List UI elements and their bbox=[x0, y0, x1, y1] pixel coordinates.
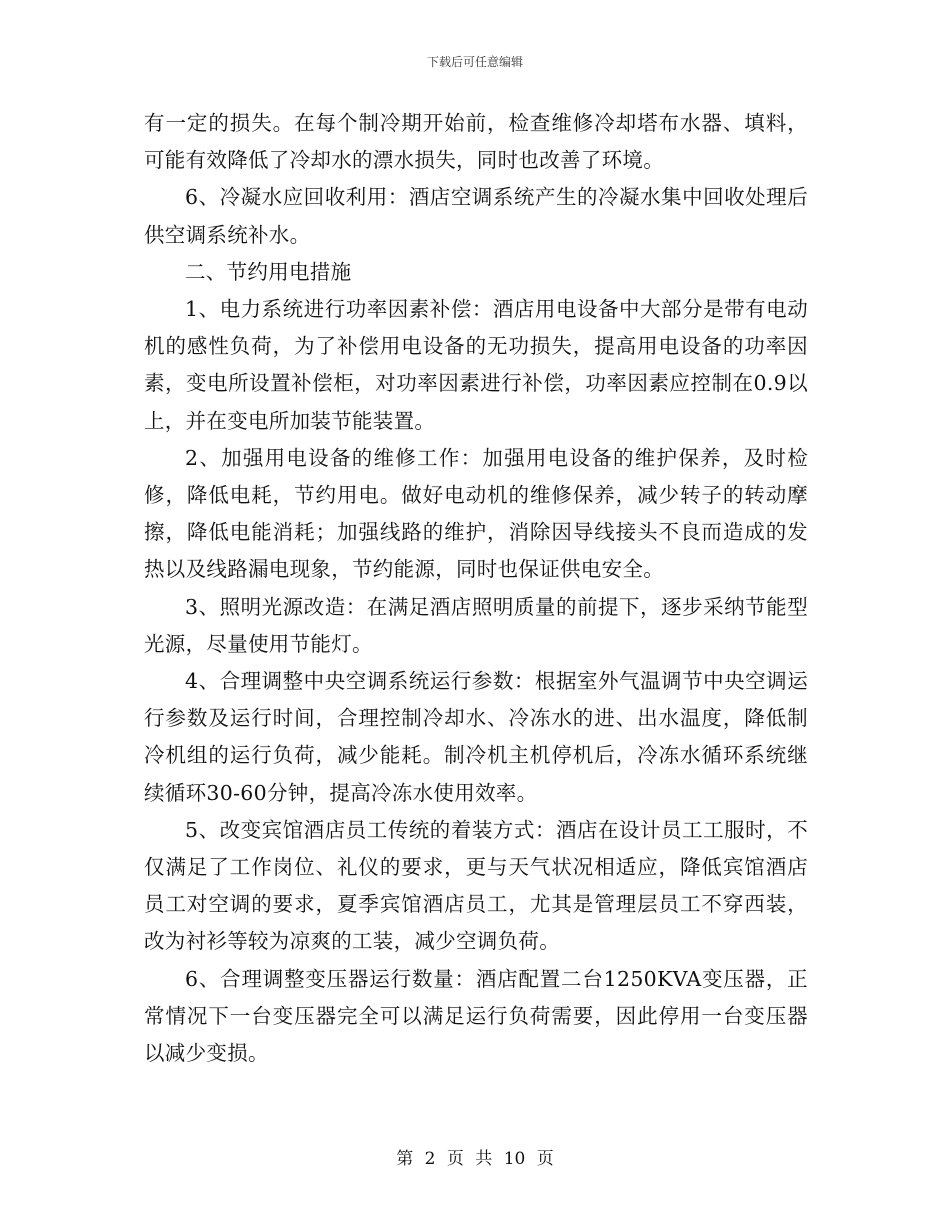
paragraph-staff-attire: 5、改变宾馆酒店员工传统的着装方式：酒店在设计员工工服时，不仅满足了工作岗位、礼仪的要求，更与天气状况相适应，降低宾馆酒店员工对空调的要求，夏季宾馆酒店员工，尤其是管理层员工不穿西装，改为衬衫等较为凉爽的工装，减少空调负荷。 bbox=[144, 817, 808, 954]
paragraph-lighting: 3、照明光源改造：在满足酒店照明质量的前提下，逐步采纳节能型光源，尽量使用节能灯。 bbox=[144, 594, 808, 656]
paragraph-condensate-recycling: 6、冷凝水应回收利用：酒店空调系统产生的冷凝水集中回收处理后供空调系统补水。 bbox=[144, 185, 808, 247]
paragraph-transformers: 6、合理调整变压器运行数量：酒店配置二台1250KVA变压器，正常情况下一台变压器完全可以满足运行负荷需要，因此停用一台变压器以减少变损。 bbox=[144, 966, 808, 1066]
page-number-footer: 第 2 页 共 10 页 bbox=[396, 1149, 554, 1169]
paragraph-continuation: 有一定的损失。在每个制冷期开始前，检查维修冷却塔布水器、填料，可能有效降低了冷却水的漂水损失，同时也改善了环境。 bbox=[144, 111, 808, 173]
paragraph-equipment-maintenance: 2、加强用电设备的维修工作：加强用电设备的维护保养，及时检修，降低电耗，节约用电。做好电动机的维修保养，减少转子的转动摩擦，降低电能消耗；加强线路的维护，消除因导线接头不良而造成的发热以及线路漏电现象，节约能源，同时也保证供电安全。 bbox=[144, 445, 808, 582]
page-header: 下载后可任意编辑 bbox=[426, 55, 523, 69]
section-heading-electricity-saving: 二、节约用电措施 bbox=[185, 259, 352, 284]
paragraph-power-factor: 1、电力系统进行功率因素补偿：酒店用电设备中大部分是带有电动机的感性负荷，为了补偿用电设备的无功损失，提高用电设备的功率因素，变电所设置补偿柜，对功率因素进行补偿，功率因素应控制在0.9以上，并在变电所加装节能装置。 bbox=[144, 297, 808, 433]
document-body bbox=[144, 105, 808, 1072]
paragraph-hvac-parameters: 4、合理调整中央空调系统运行参数：根据室外气温调节中央空调运行参数及运行时间，合理控制冷却水、冷冻水的进、出水温度，降低制冷机组的运行负荷，减少能耗。制冷机主机停机后，冷冻水循环系统继续循环30-60分钟，提高冷冻水使用效率。 bbox=[144, 669, 808, 805]
